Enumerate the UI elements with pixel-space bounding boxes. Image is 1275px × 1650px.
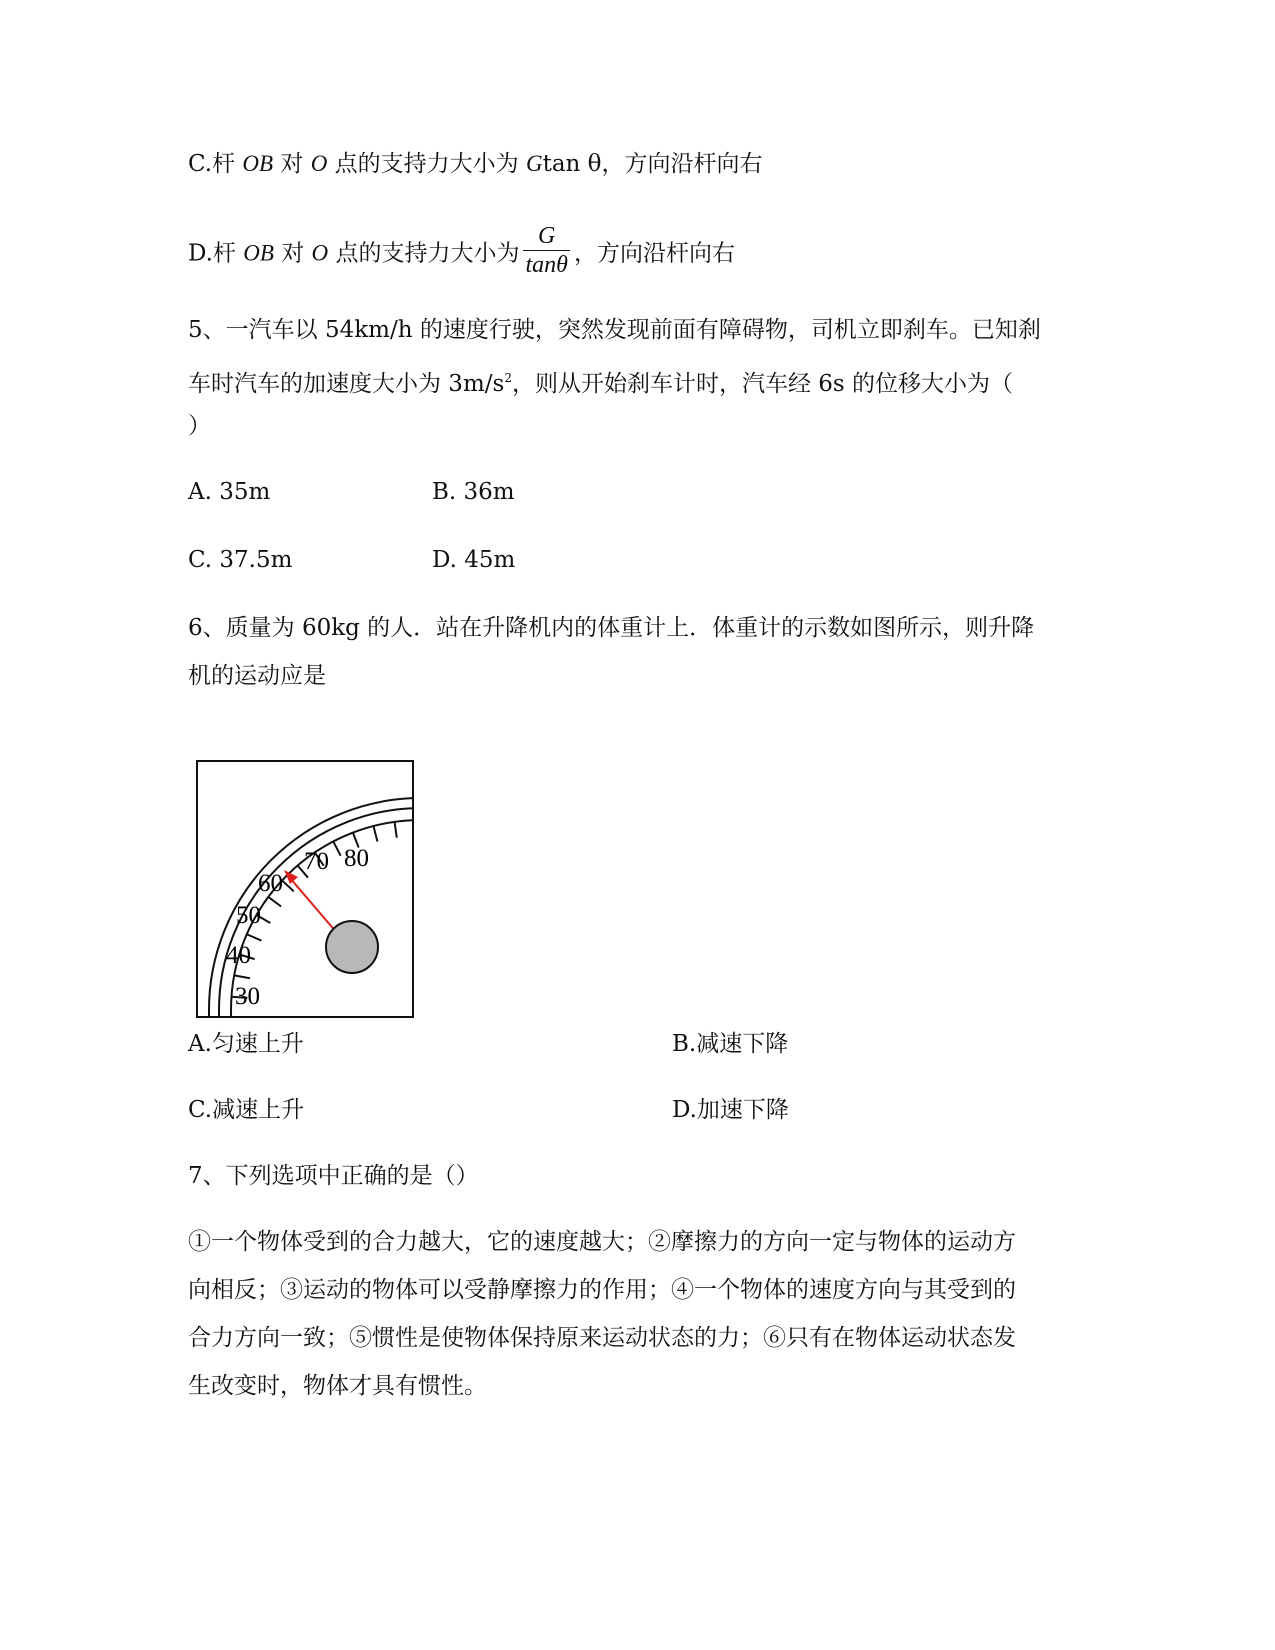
point-o-label: O: [310, 151, 328, 176]
q5-text-line-2: 车时汽车的加速度大小为 $3m/s^2$，则从开始刹车计时，汽车经 6s 的位移大小为（: [188, 371, 1014, 397]
q5-option-c: C. 37.5m: [188, 547, 293, 573]
q6-text-line-1: 6、质量为 60kg 的人．站在升降机内的体重计上．体重计的示数如图所示，则升降: [188, 615, 1035, 641]
rod-ob-label: OB: [242, 151, 274, 176]
fraction-numerator: G: [538, 223, 556, 249]
q6-option-a: A.匀速上升: [188, 1031, 304, 1057]
fraction-g-over-tan: [523, 222, 569, 279]
scale-label-30: 30: [235, 983, 260, 1010]
q5-option-d: D. 45m: [432, 547, 516, 573]
point-o-label: O: [311, 240, 329, 266]
q7-text-line-1: ①一个物体受到的合力越大，它的速度越大；②摩擦力的方向一定与物体的运动方: [188, 1229, 1016, 1255]
scale-label-60: 60: [258, 870, 283, 897]
fraction-denominator: tanθ: [525, 252, 568, 278]
q6-text-line-2: 机的运动应是: [188, 663, 326, 689]
scale-label-50: 50: [236, 902, 261, 929]
g-symbol: G: [525, 151, 543, 176]
rod-ob-label: OB: [243, 240, 274, 266]
scale-frame: [197, 761, 413, 1017]
q5-text-line-1: 5、一汽车以 54km/h 的速度行驶，突然发现前面有障碍物，司机立即刹车。已知刹: [188, 317, 1041, 343]
q6-option-c: C.减速上升: [188, 1097, 305, 1123]
q7-text-line-4: 生改变时，物体才具有惯性。: [188, 1373, 487, 1399]
q5-option-b: B. 36m: [432, 479, 515, 505]
tan-theta: tan θ: [542, 151, 602, 177]
q4-option-c: C.杆 OB 对 O 点的支持力大小为 Gtan θ，方向沿杆向右: [188, 151, 763, 177]
scale-knob: [326, 921, 378, 973]
scale-label-70: 70: [304, 848, 329, 875]
weight-scale-figure: [196, 760, 416, 1030]
q4-option-d: D.杆 OB 对 O 点的支持力大小为 $\frac{G}{\tan\theta}$ ，方向沿杆向右: [188, 223, 735, 278]
q5-option-a: A. 35m: [188, 479, 271, 505]
q7-text-line-3: 合力方向一致；⑤惯性是使物体保持原来运动状态的力；⑥只有在物体运动状态发: [188, 1325, 1016, 1351]
scale-label-40: 40: [226, 942, 251, 969]
q7-title: 7、下列选项中正确的是（）: [188, 1163, 479, 1189]
q7-text-line-2: 向相反；③运动的物体可以受静摩擦力的作用；④一个物体的速度方向与其受到的: [188, 1277, 1016, 1303]
scale-label-80: 80: [344, 845, 369, 872]
q6-option-d: D.加速下降: [672, 1097, 789, 1123]
q5-text-line-3: ）: [188, 413, 211, 439]
q6-option-b: B.减速下降: [672, 1031, 789, 1057]
